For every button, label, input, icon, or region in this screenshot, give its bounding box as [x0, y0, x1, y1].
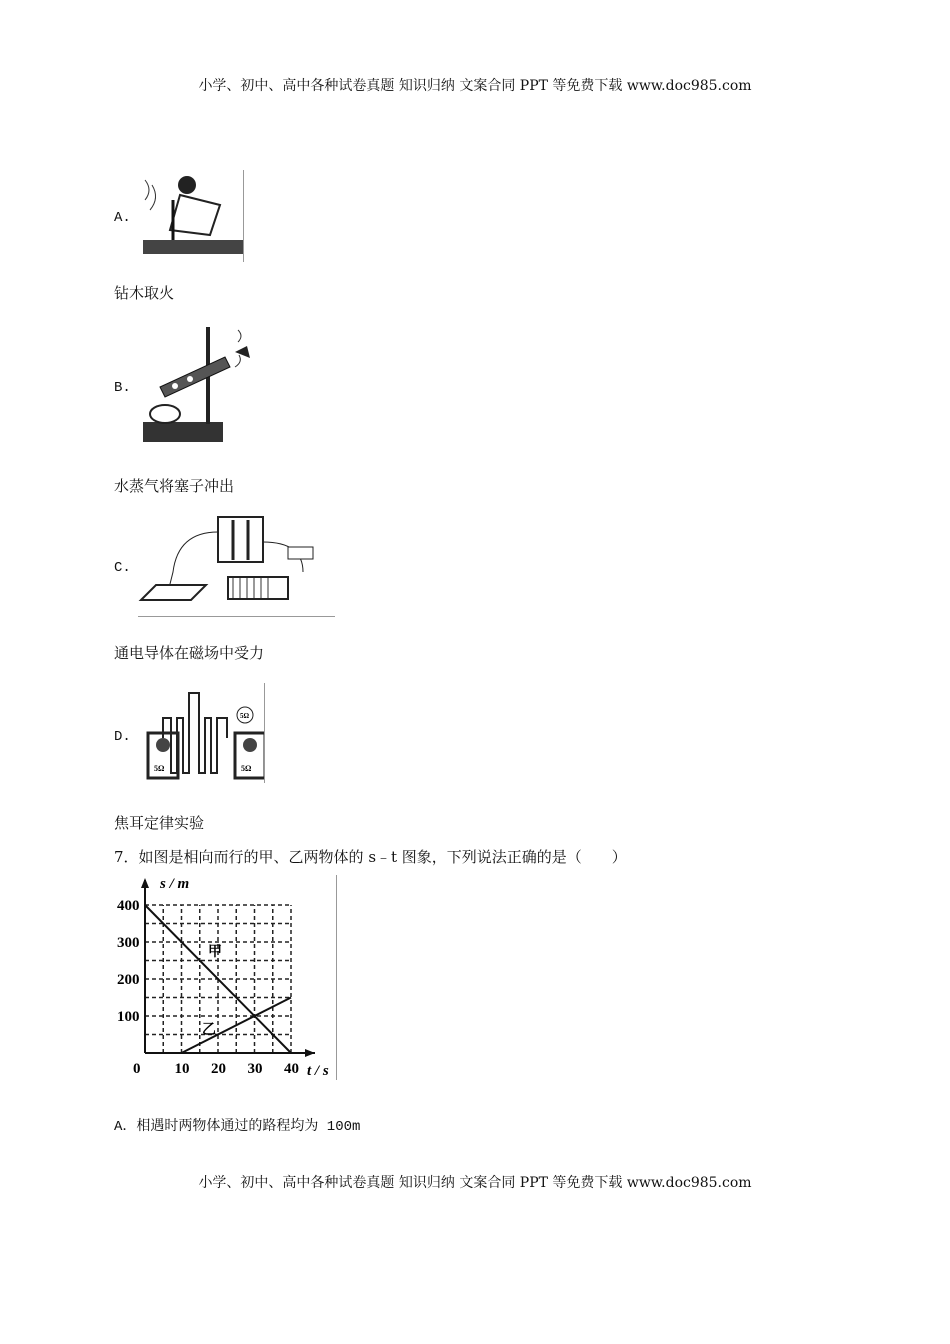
s-t-chart [110, 870, 340, 1080]
y-tick-label: 400 [117, 898, 140, 914]
drilling-wood-fire-image [135, 170, 245, 265]
option-a-letter: A. [114, 210, 131, 226]
current-conductor-in-magnetic-field-image [138, 512, 335, 618]
x-axis-arrow [305, 1049, 315, 1057]
option-b-caption: 水蒸气将塞子冲出 [114, 477, 235, 495]
y-tick-label: 100 [117, 1009, 140, 1025]
svg-text:5Ω: 5Ω [240, 712, 250, 720]
option-d-caption: 焦耳定律实验 [114, 814, 205, 832]
option-c-letter: C. [114, 560, 131, 576]
option-c-caption: 通电导体在磁场中受力 [114, 644, 265, 662]
x-tick-label: 30 [247, 1061, 263, 1077]
steam-pushes-stopper-image [140, 322, 255, 447]
option-a-caption: 钻木取火 [114, 284, 175, 302]
joule-law-experiment-image [140, 683, 265, 785]
series-label-yi: 乙 [202, 1023, 216, 1038]
y-axis-label: s / m [160, 876, 190, 892]
question-7-stem: 7．如图是相向而行的甲、乙两物体的 s﹣t 图象，下列说法正确的是（ ） [114, 848, 627, 866]
svg-text:5Ω: 5Ω [241, 764, 252, 773]
y-axis-arrow [141, 878, 149, 888]
y-tick-label: 200 [117, 972, 140, 988]
x-tick-label: 40 [284, 1061, 299, 1077]
page-header: 小学、初中、高中各种试卷真题 知识归纳 文案合同 PPT 等免费下载 www.doc985.com [198, 78, 752, 94]
series-label-jia: 甲 [208, 945, 222, 960]
x-tick-label: 0 [133, 1061, 141, 1077]
x-tick-label: 10 [174, 1061, 190, 1077]
option-d-letter: D. [114, 729, 131, 745]
x-tick-label: 20 [211, 1061, 226, 1077]
svg-text:5Ω: 5Ω [154, 764, 165, 773]
option-b-letter: B. [114, 380, 131, 396]
page-footer: 小学、初中、高中各种试卷真题 知识归纳 文案合同 PPT 等免费下载 www.doc985.com [198, 1175, 752, 1191]
y-tick-label: 300 [117, 935, 140, 951]
x-axis-label: t / s [307, 1063, 329, 1079]
question-7-option-a: A．相遇时两物体通过的路程均为 100m [114, 1119, 361, 1135]
